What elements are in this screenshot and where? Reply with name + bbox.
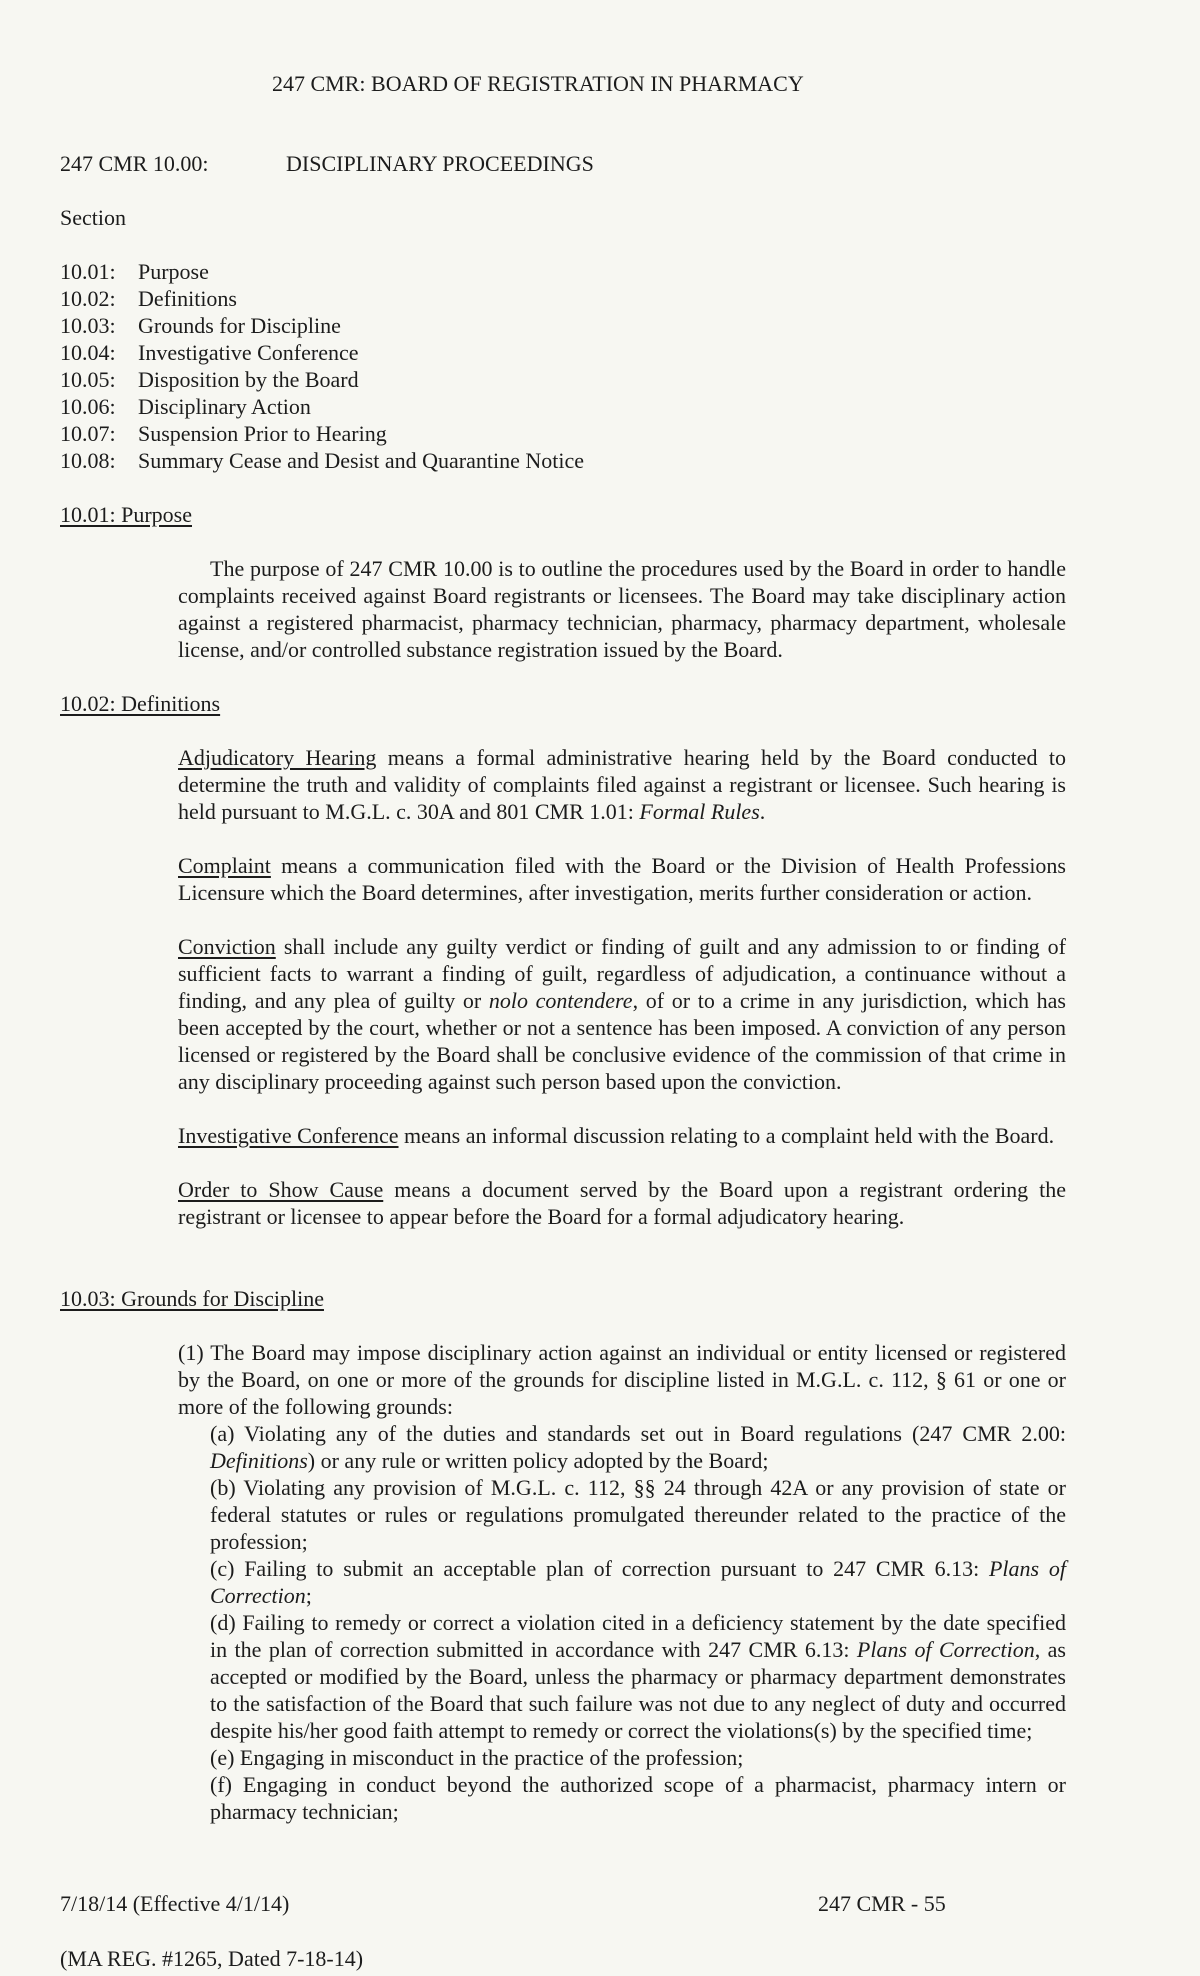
toc-item (60, 285, 584, 312)
section-label: Section (60, 205, 126, 230)
ground-item-a (210, 1420, 1066, 1474)
toc-title: Purpose (138, 259, 209, 284)
section-heading-grounds: 10.03: Grounds for Discipline (60, 1286, 324, 1311)
ground-item-c (210, 1555, 1066, 1609)
citation: Definitions (210, 1448, 308, 1473)
toc-title: Disciplinary Action (138, 394, 311, 419)
definition-term: Complaint (178, 853, 271, 878)
toc-item (60, 258, 584, 285)
section-heading-purpose: 10.01: Purpose (60, 502, 192, 527)
toc-number: 10.03: (60, 313, 116, 338)
definition-complaint (178, 852, 1066, 906)
purpose-body (178, 555, 1066, 663)
toc-item (60, 312, 584, 339)
citation: nolo contendere (488, 988, 633, 1013)
definition-end: , of or to a crime in any jurisdiction, which has been accepted by the court, whether or not a sentence has been imposed. A conviction of any person licensed or registered by the Board shall be conclusive evidence of the commission of that crime in any disciplinary proceeding against such person based upon the conviction. (178, 988, 1066, 1094)
definition-end: . (759, 799, 766, 824)
definitions-body (178, 744, 1066, 1230)
page-header: 247 CMR: BOARD OF REGISTRATION IN PHARMACY (272, 71, 804, 96)
footer-page-number: 247 CMR - 55 (818, 1891, 946, 1916)
citation: Plans of Correction (210, 1556, 1066, 1608)
definition-text: means a formal administrative hearing held by the Board conducted to determine the truth and validity of complaints filed against a registrant or licensee. Such hearing is held pursuant to M.G.L. c. 30A and 801 CMR 1.01: (178, 745, 1066, 824)
definition-investigative-conference (178, 1122, 1066, 1149)
ground-item-d (210, 1609, 1066, 1744)
definition-order-to-show-cause (178, 1176, 1066, 1230)
toc-number: 10.04: (60, 340, 116, 365)
toc-number: 10.07: (60, 421, 116, 446)
definition-conviction (178, 933, 1066, 1095)
toc-number: 10.02: (60, 286, 116, 311)
toc-item (60, 366, 584, 393)
item-text: (d) Failing to remedy or correct a violation cited in a deficiency statement by the date specified in the plan of correction submitted in accordance with 247 CMR 6.13: (210, 1610, 1066, 1662)
toc-title: Grounds for Discipline (138, 313, 341, 338)
toc-title: Suspension Prior to Hearing (138, 421, 387, 446)
toc-number: 10.01: (60, 259, 116, 284)
definition-text: shall include any guilty verdict or finding of guilt and any admission to or finding of sufficient facts to warrant a finding of guilt, regardless of adjudication, a continuance without a finding, and any plea of guilty or (178, 934, 1066, 1013)
definition-term: Conviction (178, 934, 276, 959)
toc-item (60, 447, 584, 474)
table-of-contents (60, 258, 584, 474)
toc-title: Definitions (138, 286, 237, 311)
toc-number: 10.06: (60, 394, 116, 419)
citation: Plans of Correction (856, 1637, 1035, 1662)
item-text: (a) Violating any of the duties and standards set out in Board regulations (247 CMR 2.00: (210, 1421, 1066, 1446)
definition-term: Adjudicatory Hearing (178, 745, 377, 770)
ground-item-e: (e) Engaging in misconduct in the practice of the profession; (210, 1745, 744, 1770)
definition-term: Investigative Conference (178, 1123, 399, 1148)
ground-item-b: (b) Violating any provision of M.G.L. c. 112, §§ 24 through 42A or any provision of state or federal statutes or rules or regulations promulgated thereunder related to the practice of the profession; (210, 1475, 1066, 1554)
toc-title: Investigative Conference (138, 340, 359, 365)
purpose-paragraph: The purpose of 247 CMR 10.00 is to outline the procedures used by the Board in order to handle complaints received against Board registrants or licensees. The Board may take disciplinary action against a registered pharmacist, pharmacy technician, pharmacy, pharmacy department, wholesale license, and/or controlled substance registration issued by the Board. (178, 556, 1066, 662)
definition-text: means a communication filed with the Board or the Division of Health Professions Licensure which the Board determines, after investigation, merits further consideration or action. (178, 853, 1066, 905)
definition-text: means an informal discussion relating to a complaint held with the Board. (398, 1123, 1055, 1148)
toc-item (60, 420, 584, 447)
footer-register: (MA REG. #1265, Dated 7-18-14) (60, 1946, 364, 1971)
toc-item (60, 339, 584, 366)
item-text-end: ; (305, 1583, 312, 1608)
item-text-end: ) or any rule or written policy adopted by the Board; (307, 1448, 769, 1473)
definition-term: Order to Show Cause (178, 1177, 384, 1202)
citation: Formal Rules (639, 799, 760, 824)
item-text: (c) Failing to submit an acceptable plan of correction pursuant to 247 CMR 6.13: (210, 1556, 989, 1581)
toc-item (60, 393, 584, 420)
ground-item-f: (f) Engaging in conduct beyond the authorized scope of a pharmacist, pharmacy intern or pharmacy technician; (210, 1772, 1066, 1824)
definition-adjudicatory-hearing (178, 744, 1066, 825)
toc-number: 10.05: (60, 367, 116, 392)
grounds-intro: (1) The Board may impose disciplinary action against an individual or entity licensed or registered by the Board, on one or more of the grounds for discipline listed in M.G.L. c. 112, § 61 or one or more of the following grounds: (178, 1340, 1066, 1419)
definition-text: means a document served by the Board upon a registrant ordering the registrant or licensee to appear before the Board for a formal adjudicatory hearing. (178, 1177, 1067, 1229)
toc-number: 10.08: (60, 448, 116, 473)
chapter-id: 247 CMR 10.00: (60, 151, 209, 176)
toc-title: Summary Cease and Desist and Quarantine Notice (138, 448, 584, 473)
item-text-end: , as accepted or modified by the Board, unless the pharmacy or pharmacy department demonstrates to the satisfaction of the Board that such failure was not due to any neglect of duty and occurred despite his/her good faith attempt to remedy or correct the violations(s) by the specified time; (210, 1637, 1066, 1743)
grounds-body (178, 1339, 1066, 1825)
section-heading-definitions: 10.02: Definitions (60, 691, 221, 716)
chapter-title: DISCIPLINARY PROCEEDINGS (286, 151, 594, 176)
footer-date: 7/18/14 (Effective 4/1/14) (60, 1891, 290, 1916)
toc-title: Disposition by the Board (138, 367, 359, 392)
